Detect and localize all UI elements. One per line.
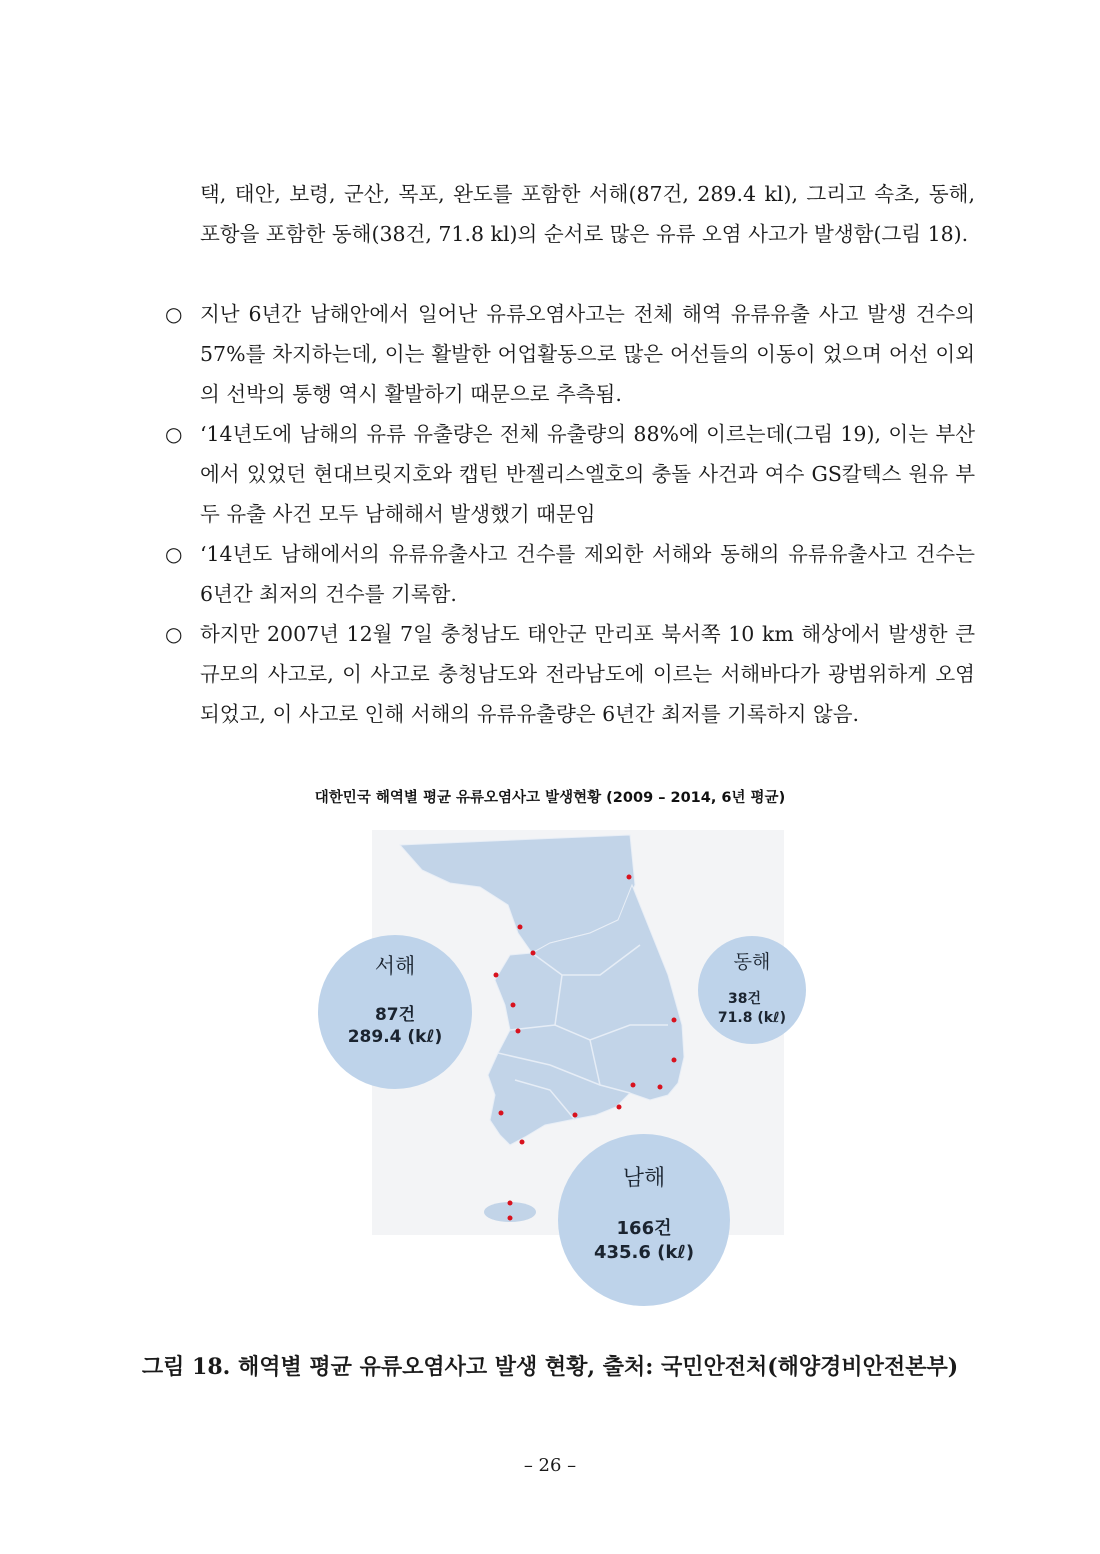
south-sea-count: 166건 [616, 1218, 672, 1239]
bullet-text: ‘14년도 남해에서의 유류유출사고 건수를 제외한 서해와 동해의 유류유출사고 건수는 6년간 최저의 건수를 기록함. [200, 542, 975, 606]
marker-dot [631, 1083, 636, 1088]
korea-map-graphic [300, 825, 820, 1315]
bullet-marker: ○ [165, 542, 183, 566]
west-sea-label [345, 950, 445, 1047]
marker-dot [672, 1058, 677, 1063]
figure-title: 대한민국 해역별 평균 유류오염사고 발생현황 (2009 – 2014, 6년 평균) [314, 790, 786, 806]
marker-dot [508, 1201, 513, 1206]
bullet-marker: ○ [165, 302, 183, 326]
south-sea-name: 남해 [622, 1166, 666, 1191]
marker-dot [516, 1029, 521, 1034]
marker-dot [531, 951, 536, 956]
marker-dot [672, 1018, 677, 1023]
figure-map [300, 825, 820, 1315]
paragraph-continuation: 택, 태안, 보령, 군산, 목포, 완도를 포함한 서해(87건, 289.4 kl), 그리고 속초, 동해, 포항을 포함한 동해(38건, 71.8 kl)의 순서로 많은 유류 오염 사고가 발생함(그림 18). [200, 182, 975, 246]
marker-dot [573, 1113, 578, 1118]
south-sea-volume: 435.6 (kℓ) [593, 1242, 695, 1263]
marker-dot [617, 1105, 622, 1110]
west-sea-name: 서해 [374, 954, 416, 978]
east-sea-count: 38건 [728, 991, 762, 1007]
page-number: – 26 – [523, 1455, 577, 1476]
south-sea-label [584, 1161, 704, 1263]
marker-dot [511, 1003, 516, 1008]
bullet-text: 하지만 2007년 12월 7일 충청남도 태안군 만리포 북서쪽 10 km 해상에서 발생한 큰 규모의 사고로, 이 사고로 충청남도와 전라남도에 이르는 서해바다가 광범위하게 오염되었고, 이 사고로 인해 서해의 유류유출량은 6년간 최저를 기록하지 않음. [200, 622, 975, 726]
marker-dot [499, 1111, 504, 1116]
bullet-marker: ○ [165, 622, 183, 646]
bullet-item [165, 294, 975, 414]
bullet-marker: ○ [165, 422, 183, 446]
marker-dot [520, 1140, 525, 1145]
east-sea-name: 동해 [733, 951, 771, 973]
bullet-text: 지난 6년간 남해안에서 일어난 유류오염사고는 전체 해역 유류유출 사고 발생 건수의 57%를 차지하는데, 이는 활발한 어업활동으로 많은 어선들의 이동이 었으며 어선 이외의 선박의 통행 역시 활발하기 때문으로 추측됨. [200, 302, 975, 406]
figure-caption: 그림 18. 해역별 평균 유류오염사고 발생 현황, 출처: 국민안전처(해양경비안전본부) [141, 1354, 959, 1380]
bullet-item [165, 414, 975, 534]
marker-dot [658, 1085, 663, 1090]
marker-dot [627, 875, 632, 880]
west-sea-volume: 289.4 (kℓ) [347, 1027, 443, 1047]
bullet-item [165, 534, 975, 614]
marker-dot [508, 1216, 513, 1221]
marker-dot [518, 925, 523, 930]
west-sea-count: 87건 [374, 1005, 416, 1025]
marker-dot [494, 973, 499, 978]
east-sea-volume: 71.8 (kℓ) [717, 1010, 787, 1026]
bullet-text: ‘14년도에 남해의 유류 유출량은 전체 유출량의 88%에 이르는데(그림 19), 이는 부산에서 있었던 현대브릿지호와 캡틴 반젤리스엘호의 충돌 사건과 여수 GS칼텍스 원유 부두 유출 사건 모두 남해해서 발생했기 때문임 [200, 422, 975, 526]
bullet-item [165, 614, 975, 734]
east-sea-label [712, 947, 792, 1026]
